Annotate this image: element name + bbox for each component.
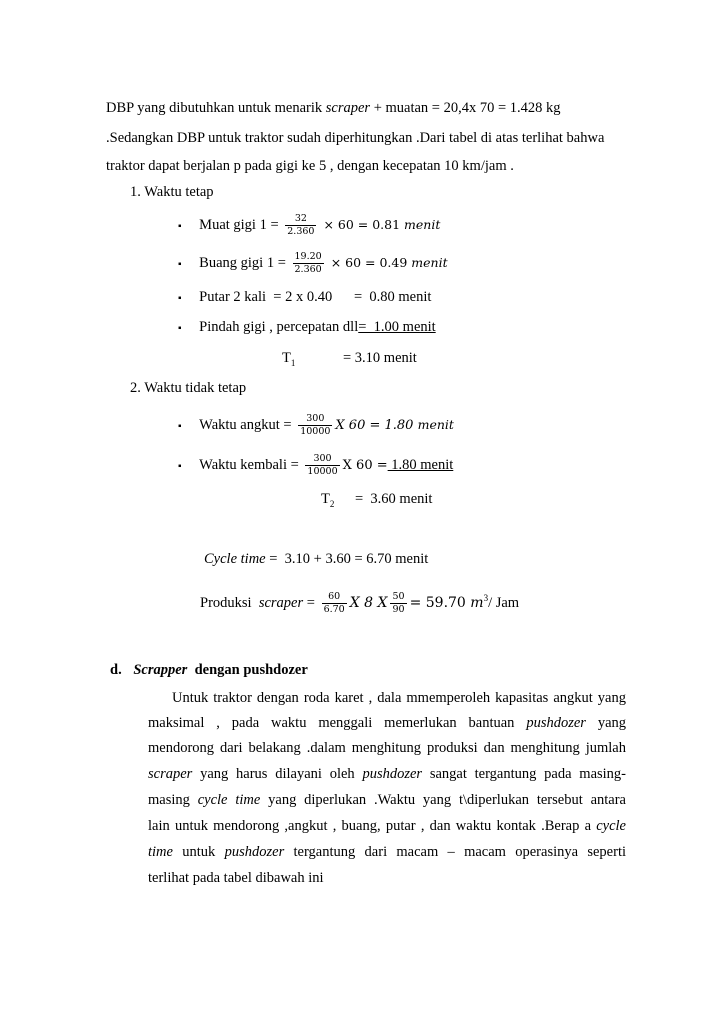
para-italic: time: [148, 844, 173, 860]
total-sub: 2: [329, 498, 335, 509]
waktu-angkut-row: [178, 413, 454, 438]
bullet-icon: ▪: [178, 258, 182, 270]
para-text: lain untuk mendorong ,angkut , buang, putar , dan waktu kontak .Berap a: [148, 818, 597, 834]
cycle-value: = 3.10 + 3.60 = 6.70 menit: [265, 551, 429, 567]
fraction: $\frac{60}{6.70}$: [323, 591, 345, 615]
fraction: $\frac{32}{2.360}$: [287, 213, 315, 237]
para-text: sangat tergantung pada masing-: [422, 766, 627, 782]
t2-total: [321, 489, 334, 514]
paragraph-line-3: mendorong dari belakang .dalam menghitung produksi dan menghitung jumlah: [148, 740, 626, 756]
total-sub: 1: [290, 357, 296, 368]
waktu-tetap-heading: 1. Waktu tetap: [130, 184, 214, 200]
row-value: = 1.00 menit: [358, 319, 436, 335]
intro-text: + muatan = 20,4x 70 = 1.428 kg: [370, 100, 561, 116]
intro-line-1: [106, 98, 561, 118]
row-math: × 60 = 0.49: [326, 254, 412, 270]
total-label: T: [282, 350, 291, 366]
fraction: $\frac{19.20}{2.360}$: [294, 251, 322, 275]
para-italic: pushdozer: [362, 766, 423, 782]
para-text: maksimal , pada waktu menggali memerlukan bantuan: [148, 715, 527, 731]
section-d-title: dengan pushdozer: [187, 662, 308, 678]
fraction: $\frac{300}{10000}$: [307, 453, 338, 477]
waktu-kembali-row: [178, 453, 453, 478]
para-italic: scraper: [148, 766, 193, 782]
paragraph-line-4: [148, 764, 626, 784]
intro-text: DBP yang dibutuhkan untuk menarik: [106, 100, 326, 116]
bullet-icon: ▪: [178, 293, 182, 304]
equals: =: [303, 594, 319, 611]
fraction: $\frac{300}{10000}$: [300, 413, 331, 437]
produksi-line: [200, 588, 519, 616]
row-label: Waktu angkut =: [199, 416, 296, 433]
buang-gigi-row: [178, 251, 448, 276]
t2-value: = 3.60 menit: [355, 491, 433, 507]
bullet-icon: ▪: [178, 220, 182, 232]
bullet-icon: ▪: [178, 420, 182, 432]
section-d-title-italic: Scrapper: [133, 662, 188, 678]
produksi-result: = 59.70: [409, 594, 471, 611]
para-text: yang: [585, 715, 627, 731]
section-d-heading: [110, 660, 308, 680]
paragraph-line-5: [148, 790, 626, 810]
putar-row: [178, 287, 431, 309]
produksi-mid: X 8 X: [349, 594, 388, 611]
row-math: X 60 = 1.80: [335, 417, 418, 433]
muat-gigi-row: [178, 213, 440, 238]
paragraph-line-6: [148, 816, 626, 836]
row-value: 1.80 menit: [387, 456, 454, 473]
row-unit: menit: [411, 254, 448, 270]
row-label: Buang gigi 1 =: [199, 254, 290, 271]
produksi-sup: 3: [483, 593, 489, 603]
para-text: untuk: [172, 844, 225, 860]
t1-total: [282, 348, 295, 373]
para-italic: cycle: [596, 818, 626, 834]
intro-scraper: scraper: [325, 100, 371, 116]
pindah-gigi-row: [178, 317, 436, 339]
para-text: yang diperlukan .Waktu yang t\diperlukan tersebut antara: [260, 792, 626, 808]
bullet-icon: ▪: [178, 323, 182, 334]
row-label: Putar 2 kali = 2 x 0.40 = 0.80 menit: [199, 289, 432, 305]
produksi-label: Produksi: [200, 594, 259, 611]
produksi-tail: / Jam: [488, 594, 520, 611]
bullet-icon: ▪: [178, 460, 182, 472]
paragraph-line-8: terlihat pada tabel dibawah ini: [148, 870, 324, 886]
para-text: masing: [148, 792, 198, 808]
intro-line-2: .Sedangkan DBP untuk traktor sudah diperhitungkan .Dari tabel di atas terlihat bahwa: [106, 130, 605, 146]
waktu-tidak-tetap-heading: 2. Waktu tidak tetap: [130, 380, 247, 396]
para-italic: pushdozer: [526, 715, 586, 731]
para-italic: cycle time: [197, 792, 261, 808]
paragraph-line-2: [148, 713, 626, 733]
section-d-label: d.: [110, 662, 122, 678]
para-italic: pushdozer: [224, 844, 285, 860]
t1-value: = 3.10 menit: [343, 350, 417, 366]
row-math: X 60 =: [342, 457, 388, 473]
fraction: $\frac{50}{90}$: [392, 591, 405, 615]
row-label: Muat gigi 1 =: [199, 216, 283, 233]
para-text: yang harus dilayani oleh: [192, 766, 363, 782]
row-unit: menit: [404, 216, 441, 232]
row-label: Waktu kembali =: [199, 456, 303, 473]
intro-line-3: traktor dapat berjalan p pada gigi ke 5 , dengan kecepatan 10 km/jam .: [106, 158, 514, 174]
paragraph-line-1: Untuk traktor dengan roda karet , dala mmemperoleh kapasitas angkut yang: [172, 690, 626, 706]
para-text: tergantung dari macam – macam operasinya seperti: [284, 844, 626, 860]
row-math: × 60 = 0.81: [319, 216, 405, 232]
produksi-unit: m: [470, 594, 484, 611]
cycle-time-line: [204, 549, 428, 569]
row-label: Pindah gigi , percepatan dll: [199, 319, 359, 335]
row-unit: menit: [417, 416, 454, 432]
total-label: T: [321, 491, 330, 507]
paragraph-line-7: [148, 842, 626, 862]
cycle-label: Cycle time: [204, 551, 266, 567]
produksi-scraper: scraper: [258, 594, 304, 611]
